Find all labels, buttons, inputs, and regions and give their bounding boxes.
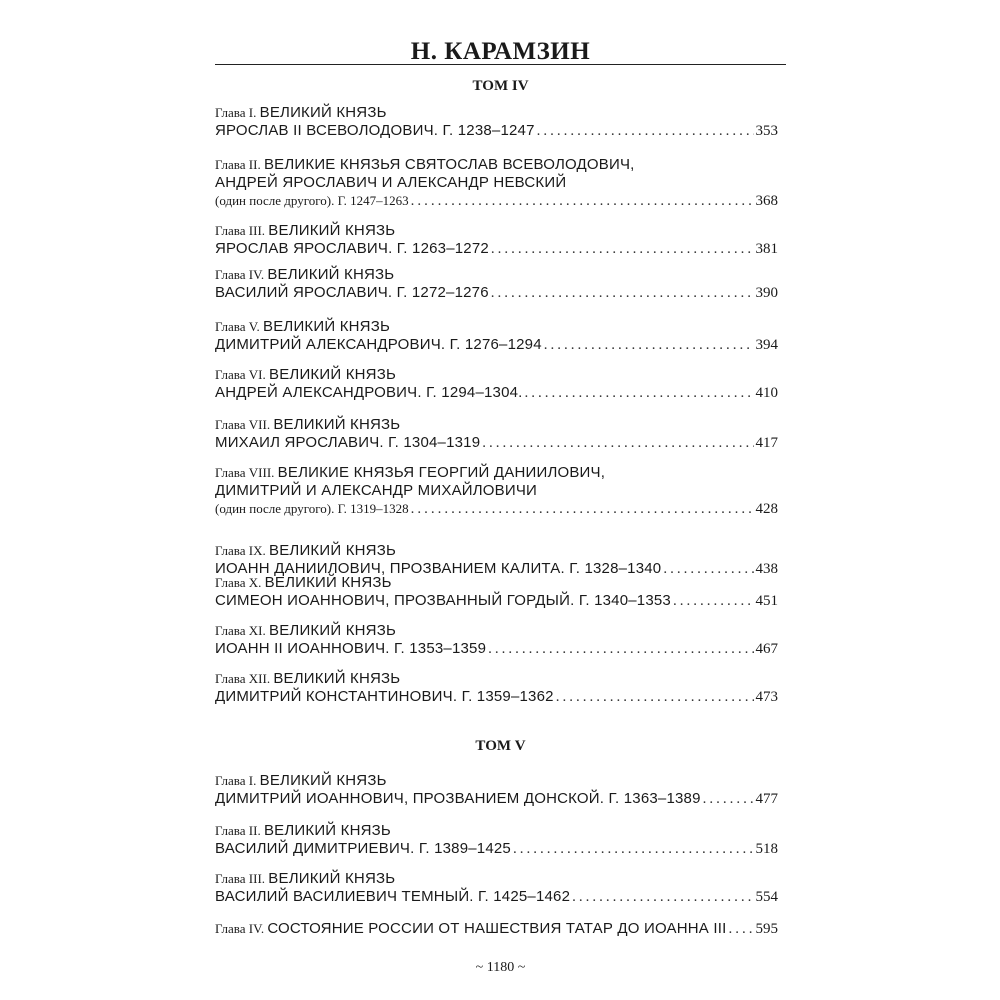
chapter-title: ВЕЛИКИЙ КНЯЗЬ <box>259 772 387 789</box>
chapter-number: Глава X. <box>215 575 265 590</box>
volume-4-heading: ТОМ IV <box>472 78 529 94</box>
chapter-number: Глава III. <box>215 871 269 886</box>
vol4-entry <box>215 416 778 452</box>
header-rule <box>215 64 786 65</box>
dot-leader <box>411 500 754 518</box>
chapter-ruler: ИОАНН ДАНИИЛОВИЧ, ПРОЗВАНИЕМ КАЛИТА. Г. 1328–1340 <box>215 560 662 577</box>
page-ref: 394 <box>755 337 778 353</box>
dot-leader <box>544 336 754 354</box>
note: (один после другого) <box>215 193 332 208</box>
toc-line <box>215 920 778 938</box>
page-ref: 518 <box>755 841 778 857</box>
chapter-title: ВЕЛИКИЙ КНЯЗЬ <box>269 366 397 383</box>
chapter-ruler: ВАСИЛИЙ ДИМИТРИЕВИЧ. Г. 1389–1425 <box>215 840 511 857</box>
chapter-heading <box>215 464 778 482</box>
chapter-number: Глава I. <box>215 773 260 788</box>
chapter-number: Глава VI. <box>215 367 269 382</box>
chapter-title: ВЕЛИКИЙ КНЯЗЬ <box>263 318 391 335</box>
toc-line <box>215 434 778 452</box>
page-ref: 353 <box>755 123 778 139</box>
vol5-entry <box>215 870 778 906</box>
toc-line <box>215 790 778 808</box>
chapter-heading <box>215 920 726 938</box>
toc-line <box>215 336 778 354</box>
vol4-entry <box>215 266 778 302</box>
author-heading: Н. КАРАМЗИН <box>410 38 591 65</box>
dot-leader <box>411 192 754 210</box>
chapter-title: ВЕЛИКИЙ КНЯЗЬ <box>264 574 392 591</box>
page-ref: 417 <box>755 435 778 451</box>
chapter-number: Глава XI. <box>215 623 269 638</box>
years: . Г. 1247–1263 <box>331 193 409 208</box>
chapter-heading <box>215 622 778 640</box>
chapter-number: Глава III. <box>215 223 269 238</box>
page-ref: 410 <box>755 385 778 401</box>
vol4-entry <box>215 622 778 658</box>
vol4-entry <box>215 318 778 354</box>
toc-line <box>215 640 778 658</box>
chapter-title: ВЕЛИКИЙ КНЯЗЬ <box>259 104 387 121</box>
chapter-ruler: ВАСИЛИЙ ЯРОСЛАВИЧ. Г. 1272–1276 <box>215 284 489 301</box>
toc-line <box>215 688 778 706</box>
chapter-number: Глава XII. <box>215 671 274 686</box>
dot-leader <box>572 888 753 906</box>
dot-leader <box>482 434 753 452</box>
vol5-entry <box>215 772 778 808</box>
page-ref: 595 <box>755 921 778 937</box>
volume-5-heading: ТОМ V <box>475 738 526 754</box>
chapter-heading <box>215 416 778 434</box>
vol4-entry <box>215 542 778 578</box>
chapter-title: ВЕЛИКИЙ КНЯЗЬ <box>268 222 396 239</box>
page-ref: 467 <box>755 641 778 657</box>
vol5-entry <box>215 920 778 938</box>
toc-line <box>215 384 778 402</box>
chapter-title-line: ДИМИТРИЙ И АЛЕКСАНДР МИХАЙЛОВИЧИ <box>215 482 538 499</box>
dot-leader <box>525 384 754 402</box>
chapter-number: Глава VIII. <box>215 465 278 480</box>
chapter-ruler: ДИМИТРИЙ КОНСТАНТИНОВИЧ. Г. 1359–1362 <box>215 688 554 705</box>
chapter-ruler: ВАСИЛИЙ ВАСИЛИЕВИЧ ТЕМНЫЙ. Г. 1425–1462 <box>215 888 571 905</box>
chapter-heading <box>215 156 778 174</box>
page-ref: 554 <box>755 889 778 905</box>
dot-leader <box>556 688 754 706</box>
page-ref: 438 <box>755 561 778 577</box>
dot-leader <box>703 790 754 808</box>
chapter-ruler: АНДРЕЙ АЛЕКСАНДРОВИЧ. Г. 1294–1304. <box>215 384 523 401</box>
chapter-title-line: АНДРЕЙ ЯРОСЛАВИЧ И АЛЕКСАНДР НЕВСКИЙ <box>215 174 567 191</box>
chapter-heading <box>215 822 778 840</box>
chapter-heading <box>215 104 778 122</box>
chapter-heading <box>215 542 778 560</box>
chapter-title: ВЕЛИКИЙ КНЯЗЬ <box>267 266 395 283</box>
years: . Г. 1319–1328 <box>331 501 409 516</box>
chapter-ruler: ЯРОСЛАВ ЯРОСЛАВИЧ. Г. 1263–1272 <box>215 240 489 257</box>
toc-line <box>215 840 778 858</box>
chapter-title: ВЕЛИКИЙ КНЯЗЬ <box>273 670 401 687</box>
page-ref: 473 <box>755 689 778 705</box>
dot-leader <box>491 240 754 258</box>
note: (один после другого) <box>215 501 332 516</box>
toc-line <box>215 240 778 258</box>
chapter-title: ВЕЛИКИЙ КНЯЗЬ <box>269 542 397 559</box>
vol4-entry <box>215 574 778 610</box>
chapter-title: ВЕЛИКИЙ КНЯЗЬ <box>263 822 391 839</box>
toc-line <box>215 122 778 140</box>
page-ref: 381 <box>755 241 778 257</box>
page-ref: 368 <box>755 193 778 209</box>
chapter-heading <box>215 772 778 790</box>
chapter-ruler: ЯРОСЛАВ II ВСЕВОЛОДОВИЧ. Г. 1238–1247 <box>215 122 535 139</box>
page-ref: 390 <box>755 285 778 301</box>
chapter-heading <box>215 266 778 284</box>
toc-line <box>215 192 778 210</box>
toc-line <box>215 888 778 906</box>
chapter-title: ВЕЛИКИЕ КНЯЗЬЯ СВЯТОСЛАВ ВСЕВОЛОДОВИЧ, <box>263 156 635 173</box>
dot-leader <box>673 592 754 610</box>
toc-line <box>215 500 778 518</box>
chapter-number: Глава I. <box>215 105 260 120</box>
chapter-title: ВЕЛИКИЕ КНЯЗЬЯ ГЕОРГИЙ ДАНИИЛОВИЧ, <box>277 464 606 481</box>
chapter-heading <box>215 318 778 336</box>
chapter-ruler: СИМЕОН ИОАННОВИЧ, ПРОЗВАННЫЙ ГОРДЫЙ. Г. 1340–1353 <box>215 592 671 609</box>
chapter-number: Глава IV. <box>215 267 268 282</box>
chapter-period <box>215 500 409 518</box>
chapter-ruler: ДИМИТРИЙ ИОАННОВИЧ, ПРОЗВАНИЕМ ДОНСКОЙ. Г. 1363–1389 <box>215 790 701 807</box>
chapter-heading <box>215 574 778 592</box>
chapter-heading <box>215 222 778 240</box>
chapter-ruler: ДИМИТРИЙ АЛЕКСАНДРОВИЧ. Г. 1276–1294 <box>215 336 542 353</box>
vol4-entry <box>215 464 778 518</box>
page-ref: 451 <box>755 593 778 609</box>
chapter-heading <box>215 670 778 688</box>
chapter-heading <box>215 366 778 384</box>
vol4-entry <box>215 670 778 706</box>
chapter-number: Глава IX. <box>215 543 269 558</box>
chapter-number: Глава IV. <box>215 921 268 936</box>
chapter-title: ВЕЛИКИЙ КНЯЗЬ <box>269 622 397 639</box>
dot-leader <box>728 920 753 938</box>
chapter-number: Глава II. <box>215 823 264 838</box>
page-ref: 477 <box>755 791 778 807</box>
vol4-entry <box>215 104 778 140</box>
page-number: ~ 1180 ~ <box>475 960 526 975</box>
chapter-title: СОСТОЯНИЕ РОССИИ ОТ НАШЕСТВИЯ ТАТАР ДО ИОАННА III <box>267 920 727 937</box>
vol4-entry <box>215 222 778 258</box>
vol4-entry <box>215 156 778 210</box>
chapter-number: Глава VII. <box>215 417 274 432</box>
chapter-ruler: ИОАНН II ИОАННОВИЧ. Г. 1353–1359 <box>215 640 487 657</box>
dot-leader <box>513 840 754 858</box>
dot-leader <box>488 640 753 658</box>
dot-leader <box>537 122 754 140</box>
toc-line <box>215 592 778 610</box>
chapter-period <box>215 192 409 210</box>
chapter-number: Глава V. <box>215 319 263 334</box>
chapter-ruler: МИХАИЛ ЯРОСЛАВИЧ. Г. 1304–1319 <box>215 434 481 451</box>
page-ref: 428 <box>755 501 778 517</box>
toc-line <box>215 284 778 302</box>
chapter-heading <box>215 870 778 888</box>
chapter-number: Глава II. <box>215 157 264 172</box>
vol5-entry <box>215 822 778 858</box>
chapter-title: ВЕЛИКИЙ КНЯЗЬ <box>268 870 396 887</box>
vol4-entry <box>215 366 778 402</box>
dot-leader <box>491 284 754 302</box>
chapter-title: ВЕЛИКИЙ КНЯЗЬ <box>273 416 401 433</box>
